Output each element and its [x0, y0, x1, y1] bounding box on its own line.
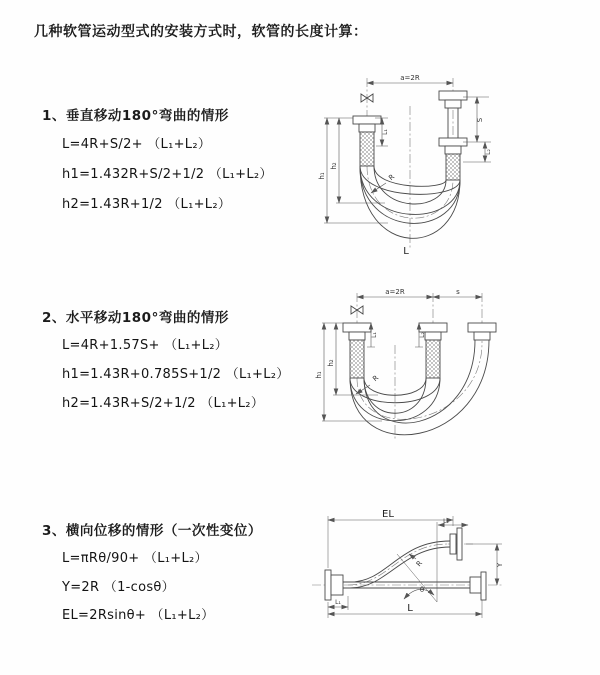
radius-label: R [414, 559, 425, 569]
dim-a2r-label: a=2R [400, 74, 420, 82]
dimension-h1 [318, 118, 388, 223]
section-1-heading: 1、垂直移动180°弯曲的情形 [42, 108, 229, 124]
section-3-formula-el: EL=2Rsinθ+ （L₁+L₂） [62, 608, 215, 623]
displaced-flange [450, 528, 462, 560]
dimension-l [328, 600, 482, 618]
section-3-heading: 3、横向位移的情形（一次性变位） [42, 523, 262, 539]
hose-braid [350, 340, 364, 378]
section-2-formula-h2: h2=1.43R+S/2+1/2 （L₁+L₂） [62, 396, 265, 411]
section-3-formula-length: L=πRθ/90+ （L₁+L₂） [62, 551, 208, 566]
displaced-hose-position [350, 340, 489, 435]
dim-a2r-label: a=2R [385, 288, 405, 296]
dim-h2-label: h₂ [330, 162, 338, 170]
dim-h2-label: h₂ [327, 359, 335, 367]
dimension-s [463, 97, 491, 142]
displaced-hose-position [350, 541, 450, 588]
dim-y-label: Y [496, 562, 504, 568]
diagram-lateral-displacement [300, 498, 600, 630]
dim-l1-label: L₁ [371, 332, 378, 338]
left-flange [325, 570, 343, 600]
section-3-formula-y: Y=2R （1-cosθ） [62, 580, 175, 595]
left-pipe-end [353, 116, 381, 166]
radius-callout [409, 554, 424, 568]
middle-pipe-end [419, 323, 447, 378]
radius-label: R [387, 172, 397, 183]
dim-l2-label: L₂ [443, 518, 449, 525]
page-title: 几种软管运动型式的安装方式时，软管的长度计算： [34, 24, 368, 40]
section-1-formula-length: L=4R+S/2+ （L₁+L₂） [62, 137, 212, 152]
dim-l1-label: L₁ [335, 599, 341, 606]
angle-theta-label: θ [419, 586, 425, 594]
dim-s-label: S [476, 117, 484, 123]
section-1-formula-h1: h1=1.432R+S/2+1/2 （L₁+L₂） [62, 167, 273, 182]
section-2-heading: 2、水平移动180°弯曲的情形 [42, 310, 229, 326]
dimension-s [433, 288, 482, 297]
hose-braid [446, 154, 460, 180]
dim-l-label: L [407, 603, 413, 614]
diagram-vertical-180-bend [313, 66, 585, 264]
section-1-formula-h2: h2=1.43R+1/2 （L₁+L₂） [62, 197, 232, 212]
dimension-a2r [357, 288, 433, 297]
section-2-formula-length: L=4R+1.57S+ （L₁+L₂） [62, 338, 229, 353]
dim-l1-label: L₁ [382, 129, 389, 135]
dimension-h2 [330, 118, 385, 203]
dim-h1-label: h₁ [318, 172, 326, 180]
centerlines [357, 293, 482, 441]
dimension-el [328, 509, 453, 568]
centerlines [367, 78, 453, 248]
hose-braid [360, 132, 374, 166]
dim-l-label: L [403, 246, 409, 257]
dim-s-label: s [456, 288, 460, 296]
dim-el-label: EL [382, 509, 394, 520]
right-flange [470, 572, 486, 600]
hose-braid [426, 340, 440, 378]
dim-l2-label: L₂ [485, 149, 492, 155]
displaced-pipe-end [468, 323, 496, 340]
section-2-formula-h1: h1=1.43R+0.785S+1/2 （L₁+L₂） [62, 367, 290, 382]
radius-label: R [371, 373, 381, 384]
dim-l2-label: L₂ [419, 332, 426, 338]
diagram-horizontal-180-bend [312, 283, 592, 459]
left-pipe-end [343, 323, 371, 378]
dim-h1-label: h₁ [315, 371, 323, 379]
right-pipe-end [439, 91, 467, 180]
dimension-a2r [367, 74, 453, 83]
